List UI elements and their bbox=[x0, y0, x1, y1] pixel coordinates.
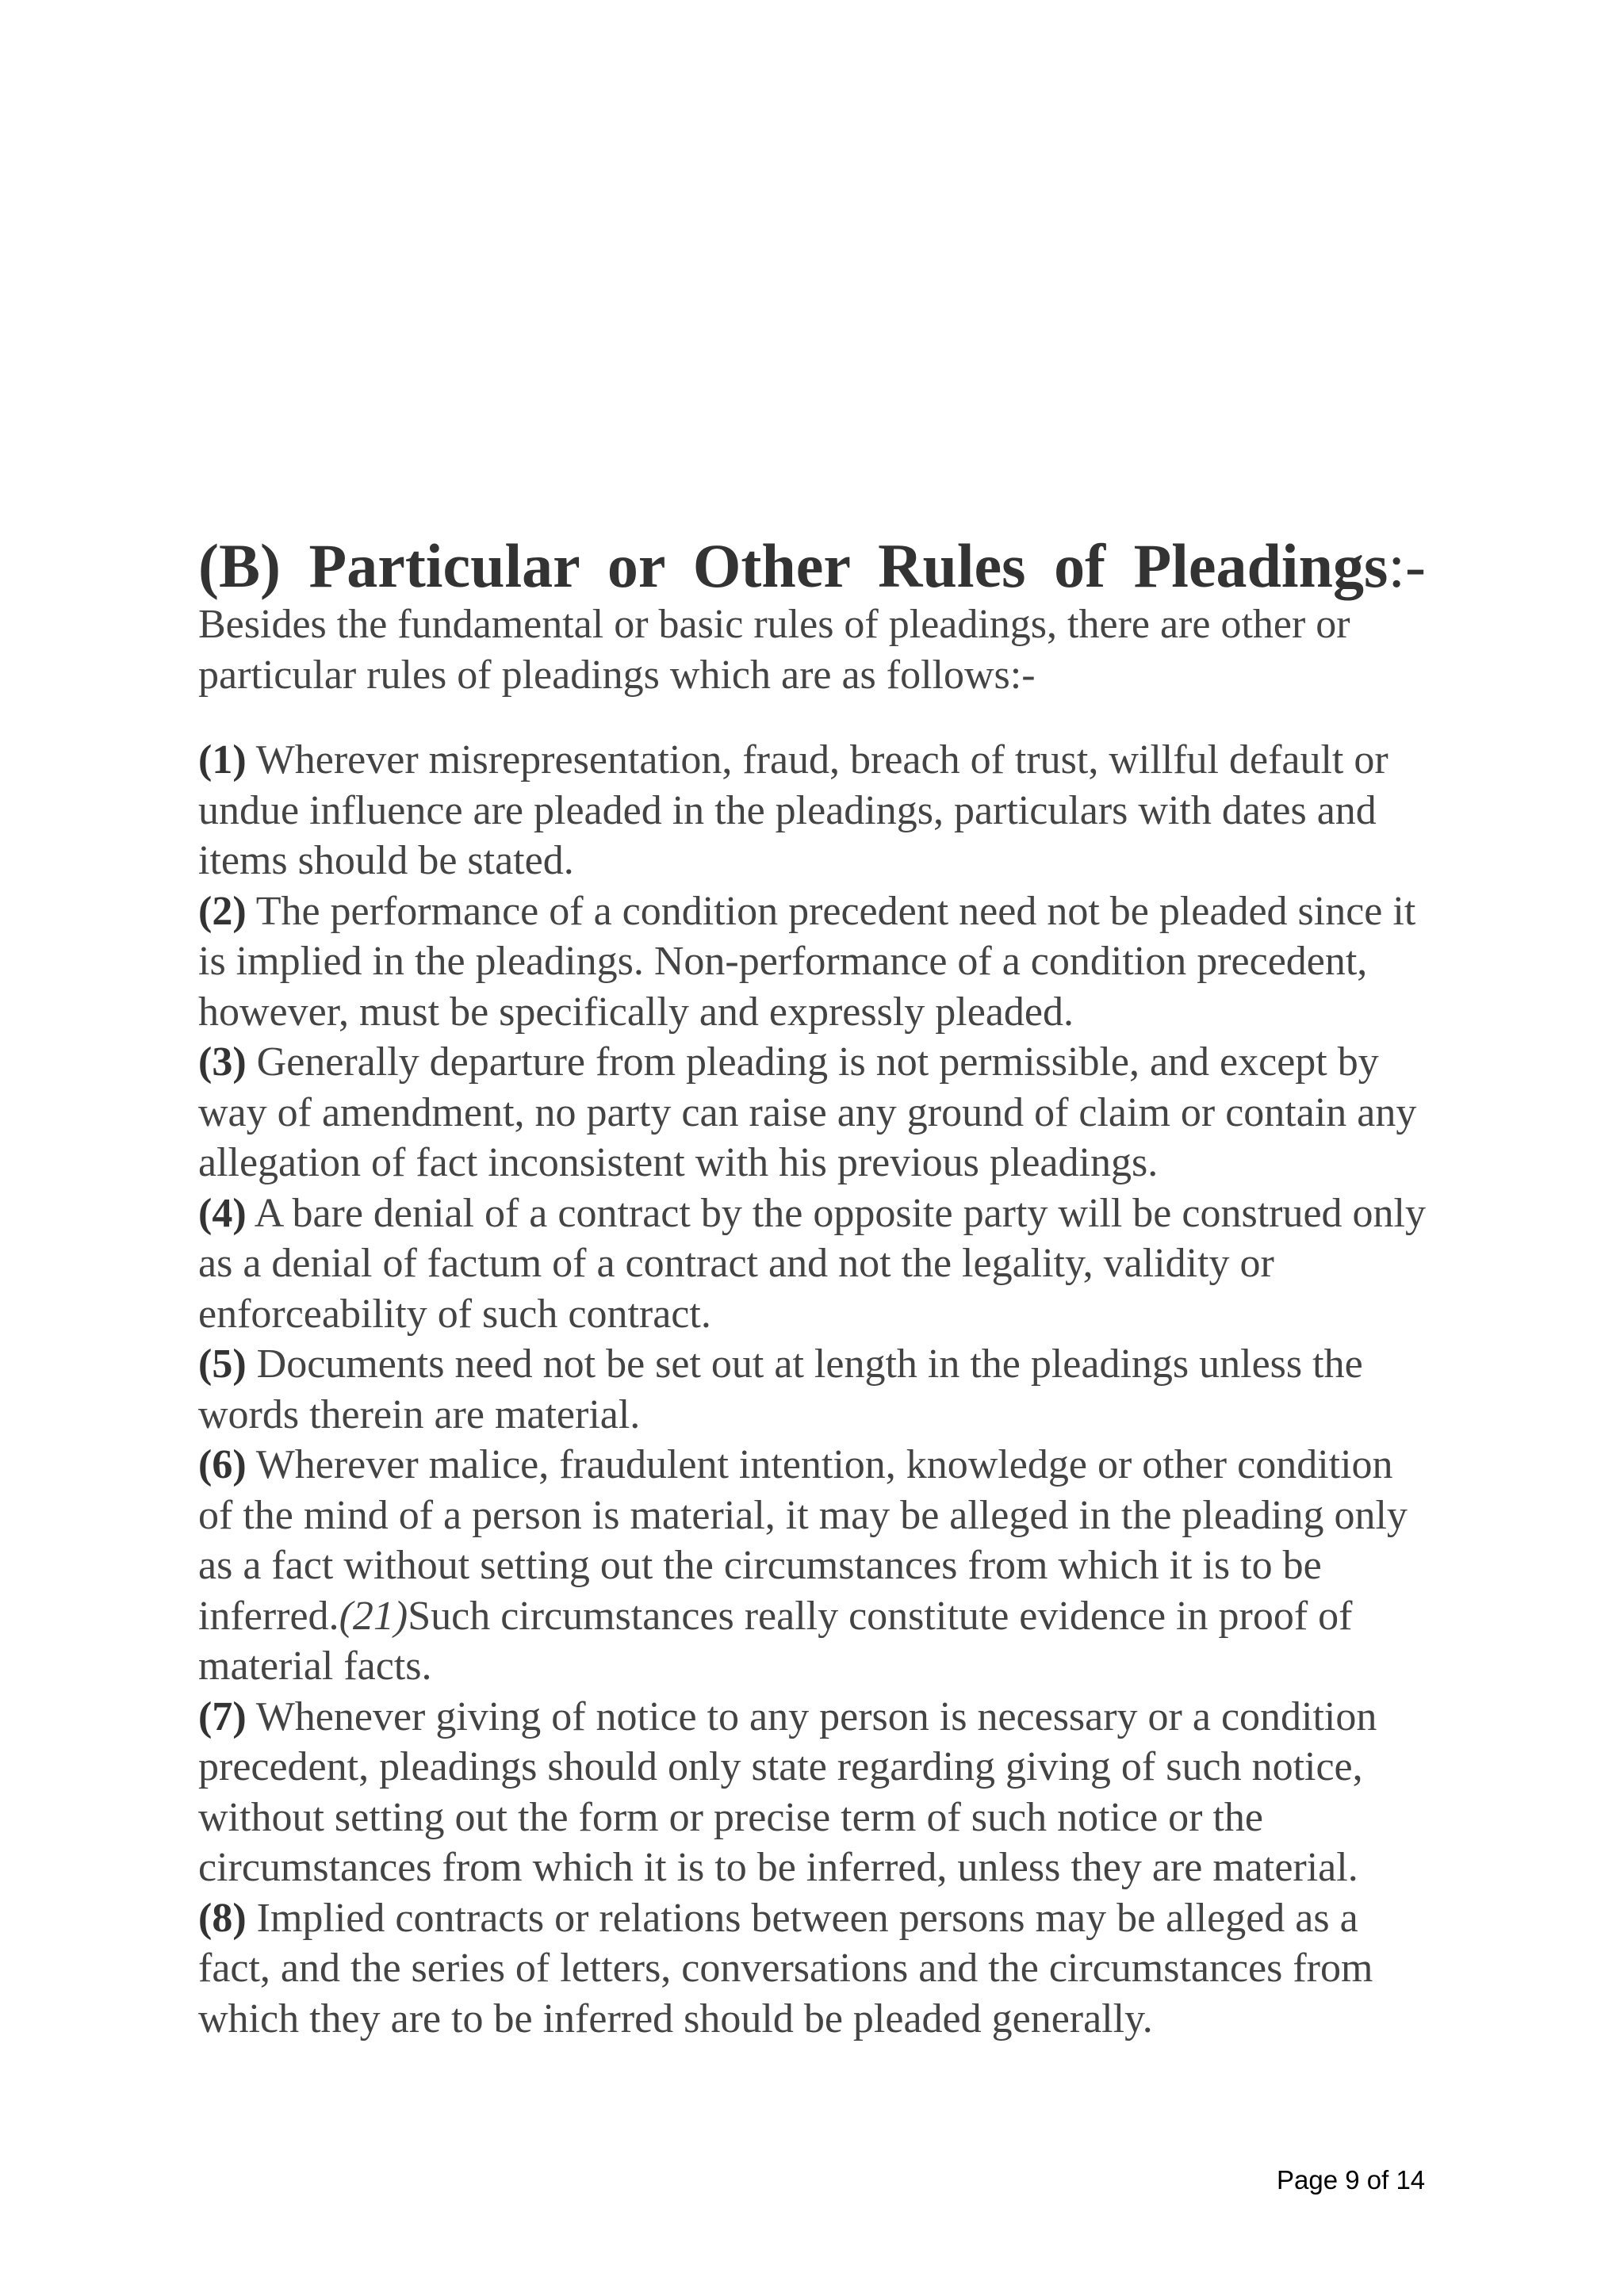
rule-item-2 bbox=[198, 886, 1426, 1038]
rules-list bbox=[198, 735, 1426, 2044]
rule-number: (2) bbox=[198, 888, 247, 934]
rule-number: (4) bbox=[198, 1190, 247, 1236]
rule-text-continued: Such circumstances really constitute evidence in proof of material facts. bbox=[198, 1593, 1353, 1689]
citation-reference: (21) bbox=[339, 1593, 408, 1639]
rule-number: (8) bbox=[198, 1895, 247, 1941]
rule-item-5 bbox=[198, 1339, 1426, 1440]
rule-item-6 bbox=[198, 1440, 1426, 1692]
rule-text: Whenever giving of notice to any person is necessary or a condition precedent, pleadings should only state regarding giving of such notice, without setting out the form or precise term of such notice or the circumstances from which it is to be inferred, unless they are material. bbox=[198, 1693, 1377, 1890]
rule-item-1 bbox=[198, 735, 1426, 886]
rule-item-3 bbox=[198, 1037, 1426, 1188]
rule-number: (7) bbox=[198, 1693, 247, 1739]
rule-number: (1) bbox=[198, 737, 247, 783]
section-heading-suffix: :- bbox=[1388, 531, 1426, 600]
rule-text: A bare denial of a contract by the opposite party will be construed only as a denial of factum of a contract and not the legality, validity or enforceability of such contract. bbox=[198, 1190, 1426, 1337]
rule-number: (5) bbox=[198, 1341, 247, 1387]
rule-item-8 bbox=[198, 1893, 1426, 2045]
rule-text: Documents need not be set out at length in the pleadings unless the words therein are material. bbox=[198, 1341, 1363, 1437]
page-number-footer: Page 9 of 14 bbox=[1277, 2165, 1426, 2195]
section-heading-text: (B) Particular or Other Rules of Pleadings bbox=[198, 531, 1388, 600]
intro-paragraph: Besides the fundamental or basic rules of pleadings, there are other or particular rules of pleadings which are as follows:- bbox=[198, 602, 1350, 698]
rule-number: (6) bbox=[198, 1442, 247, 1487]
rule-text: The performance of a condition precedent need not be pleaded since it is implied in the pleadings. Non-performance of a condition precedent, however, must be specifically and expressly pleaded. bbox=[198, 888, 1416, 1035]
rule-text: Implied contracts or relations between persons may be alleged as a fact, and the series of letters, conversations and the circumstances from which they are to be inferred should be pleaded generally. bbox=[198, 1895, 1373, 2042]
section-heading bbox=[198, 533, 1426, 599]
rule-number: (3) bbox=[198, 1039, 247, 1085]
page-body bbox=[198, 533, 1426, 2044]
rule-text: Wherever malice, fraudulent intention, knowledge or other condition of the mind of a person is material, it may be alleged in the pleading only as a fact without setting out the circumstances from which it is to be inferred. bbox=[198, 1442, 1408, 1639]
rule-item-4 bbox=[198, 1188, 1426, 1340]
rule-item-7 bbox=[198, 1692, 1426, 1893]
rule-text: Generally departure from pleading is not permissible, and except by way of amendment, no party can raise any ground of claim or contain any allegation of fact inconsistent with his previous pleadings. bbox=[198, 1039, 1417, 1185]
rule-text: Wherever misrepresentation, fraud, breach of trust, willful default or undue influence are pleaded in the pleadings, particulars with dates and items should be stated. bbox=[198, 737, 1388, 883]
